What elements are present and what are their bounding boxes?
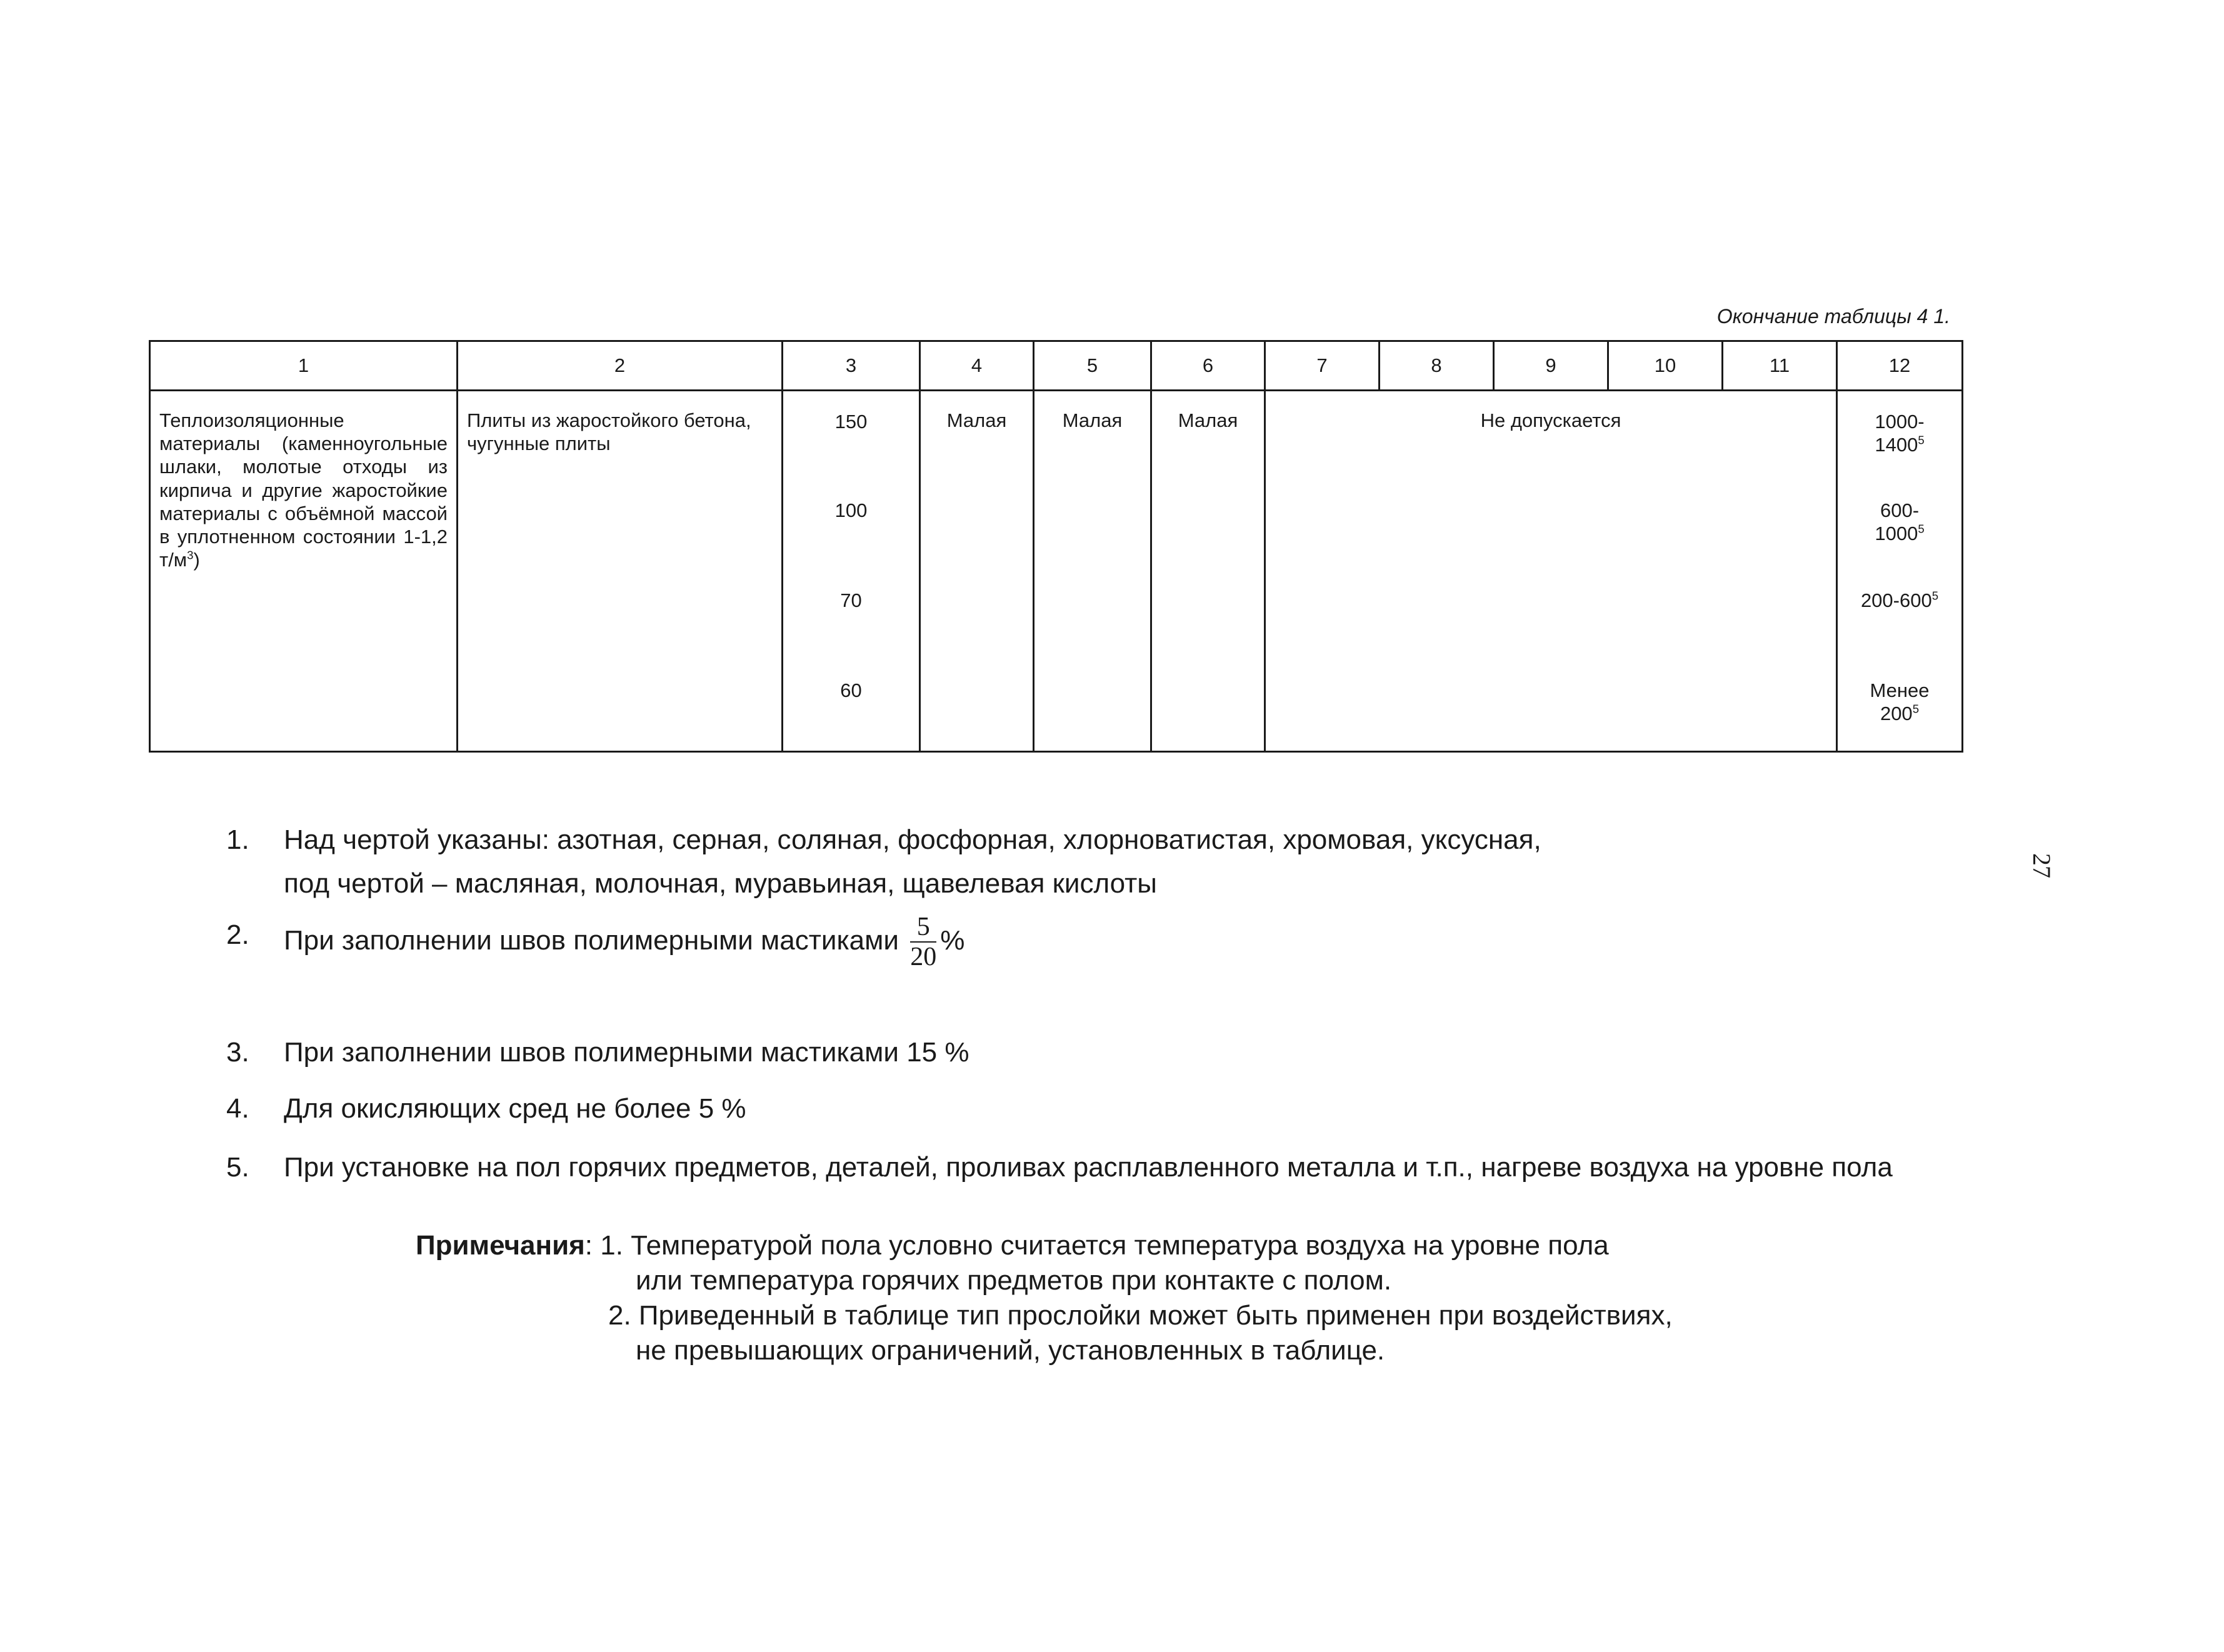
- header-cell: 3: [783, 341, 920, 391]
- header-cell: 12: [1837, 341, 1963, 391]
- table-row: [150, 391, 1963, 752]
- header-cell: 7: [1265, 341, 1380, 391]
- material-text: Теплоизоляционные материалы (каменноугольные шлаки, молотые отходы из кирпича и другие жаростойкие материалы с объёмной массой в уплотненном состоянии 1-1,2 т/м: [159, 409, 448, 571]
- material-end: ): [193, 549, 200, 571]
- coating-cell: Плиты из жаростойкого бетона, чугунные плиты: [458, 391, 783, 752]
- material-sup: 3: [187, 548, 194, 562]
- thickness-value: 60: [840, 679, 862, 701]
- not-allowed-cell: Не допускается: [1265, 391, 1837, 752]
- table-caption: Окончание таблицы 4 1.: [1716, 305, 1950, 328]
- header-cell: 9: [1494, 341, 1608, 391]
- header-cell: 8: [1380, 341, 1494, 391]
- header-cell: 6: [1151, 341, 1265, 391]
- data-table: [149, 340, 1963, 753]
- temp-value: 1000-1400$^5$: [1875, 411, 1925, 456]
- header-cell: 4: [920, 341, 1034, 391]
- header-cell: 2: [458, 341, 783, 391]
- page-number: 27: [2028, 853, 2056, 878]
- remarks-label: Примечания: [416, 1230, 585, 1261]
- header-cell: 11: [1723, 341, 1837, 391]
- table-header-row: [150, 341, 1963, 391]
- col6-cell: Малая: [1151, 391, 1265, 752]
- temp-value: 600-1000$^5$: [1875, 499, 1925, 545]
- remark-1-line-1: 1. Температурой пола условно считается температура воздуха на уровне пола: [600, 1230, 1609, 1261]
- material-cell: [150, 391, 458, 752]
- temp-value: $200-600^5$: [1860, 589, 1939, 611]
- thickness-value: 150: [834, 411, 868, 433]
- col4-cell: Малая: [920, 391, 1034, 752]
- temp-value: Менее $200^5$: [1870, 679, 1930, 725]
- remark-1-line-2: или температура горячих предметов при контакте с полом.: [636, 1264, 1392, 1296]
- remark-2-line-2: не превышающих ограничений, установленных в таблице.: [636, 1334, 1385, 1366]
- thickness-cell: [783, 391, 920, 752]
- fraction: $\frac{5}{20}$: [910, 913, 937, 972]
- header-cell: 10: [1608, 341, 1723, 391]
- header-cell: 1: [150, 341, 458, 391]
- temperature-cell: [1837, 391, 1963, 752]
- thickness-value: 70: [840, 589, 862, 611]
- thickness-value: 100: [834, 499, 868, 521]
- header-cell: 5: [1034, 341, 1151, 391]
- remark-2-line-1: 2. Приведенный в таблице тип прослойки может быть применен при воздействиях,: [608, 1299, 1673, 1331]
- remarks: Примечания: 1. Температурой пола условно считается температура воздуха на уровне пола или температура горячих предметов при контакте с полом. 2. Приведенный в таблице тип прослойки может быть применен при воздействиях, не превышающих ограничений, установленных в таблице.: [416, 1228, 1673, 1368]
- col5-cell: Малая: [1034, 391, 1151, 752]
